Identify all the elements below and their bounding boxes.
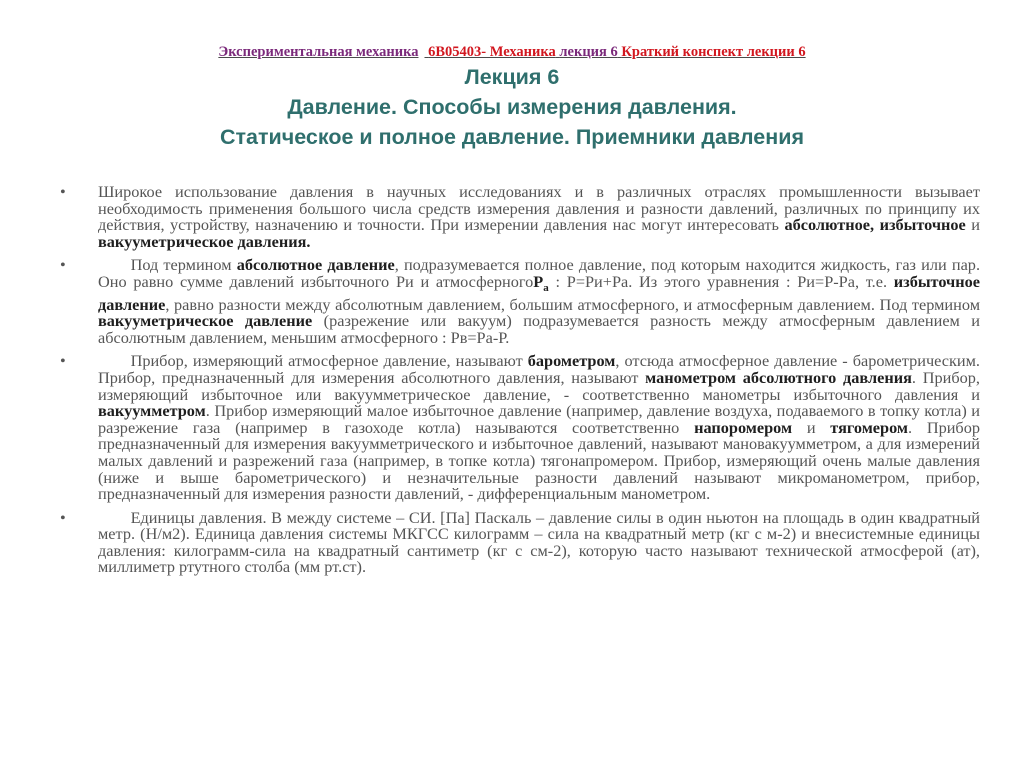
slide-header bbox=[60, 42, 964, 152]
bullet-item bbox=[60, 507, 980, 577]
lecture-subtitle-2: Статическое и полное давление. Приемники давления bbox=[219, 125, 805, 149]
paragraph-units: Единицы давления. В между системе – СИ. [Па] Паскаль – давление силы в один ньютон на площадь в один квадратный метр. (Н/м2). Единица давления системы МКГСС килограмм – сила на квадратный метр (кг с м-2) и внесистемные единицы давления: килограмм-сила на квадратный сантиметр (кг с см-2), которую часто называют технической атмосферой (ат), миллиметр ртутного столба (мм рт.ст). bbox=[98, 507, 980, 577]
slide-body bbox=[60, 184, 980, 576]
course-name[interactable]: Экспериментальная механика bbox=[218, 44, 419, 60]
bullet-marker: • bbox=[60, 507, 66, 527]
lecture-subtitle-1: Давление. Способы измерения давления. bbox=[287, 95, 737, 119]
course-line bbox=[60, 42, 964, 62]
bullet-item bbox=[60, 353, 980, 502]
bullet-marker: • bbox=[60, 255, 66, 275]
paragraph-pressure-types: Широкое использование давления в научных исследованиях и в различных отраслях промышленности вызывает необходимость применения большого числа средств измерения давления и разности давлений, различных по принципу их действия, устройству, назначению и точности. При измерении давления нас могут интересовать абсолютное, избыточное и вакуумeтрическое давления. bbox=[98, 182, 980, 251]
bullet-item bbox=[60, 257, 980, 346]
paragraph-instruments: Прибор, измеряющий атмосферное давление, называют барометром, отсюда атмосферное давление - барометрическим. Прибор, предназначенный для измерения абсолютного давления, называют манометром абсолютного давления. Прибор, измеряющий избыточное или вакуумметрическое давление, - соответственно манометры избыточного давления и вакуумметром. Прибор измеряющий малое избыточное давление (например, давление воздуха, подаваемого в топку котла) и разрежение газа (например в газоходе котла) называются соответственно напоромером и тягомером. Прибор предназначенный для измерения вакуумметрического и избыточное давлений, называют мановакуумметром, а для измерений малых давлений и разрежений газа (например, в топке котла) тягонапромером. Прибор, измеряющий очень малые давления (ниже и выше барометрического) и незначительные разности давлений называют микроманометром, прибор, предназначенный для измерения разности давлений, - дифференциальным манометром. bbox=[98, 351, 980, 504]
bullet-marker: • bbox=[60, 351, 66, 371]
lecture-summary-link[interactable]: Краткий конспект лекции 6 bbox=[621, 44, 806, 60]
lecture-number-link[interactable]: лекция 6 bbox=[559, 44, 618, 60]
bullet-item bbox=[60, 184, 980, 250]
course-code[interactable]: 6В05403- Механика bbox=[428, 44, 556, 60]
bullet-marker: • bbox=[60, 182, 66, 201]
lecture-title: Лекция 6 bbox=[464, 65, 560, 89]
paragraph-absolute-pressure: Под термином абсолютное давление, подразумевается полное давление, под которым находится жидкость, газ или пар. Оно равно сумме давлений избыточного Ри и атмосферногоP$_а$ : Р=Ри+Ра. Из этого уравнения : Ри=Р-Ра, т.е. избыточное давление, равно разности между абсолютным давлением, большим атмосферного, и атмосферным давлением. Под термином вакуумeтрическое давление (разрежение или вакуум) подразумевается разность между атмосферным давлением и абсолютным давлением, меньшим атмосферного : Рв=Ра-Р. bbox=[98, 255, 981, 347]
